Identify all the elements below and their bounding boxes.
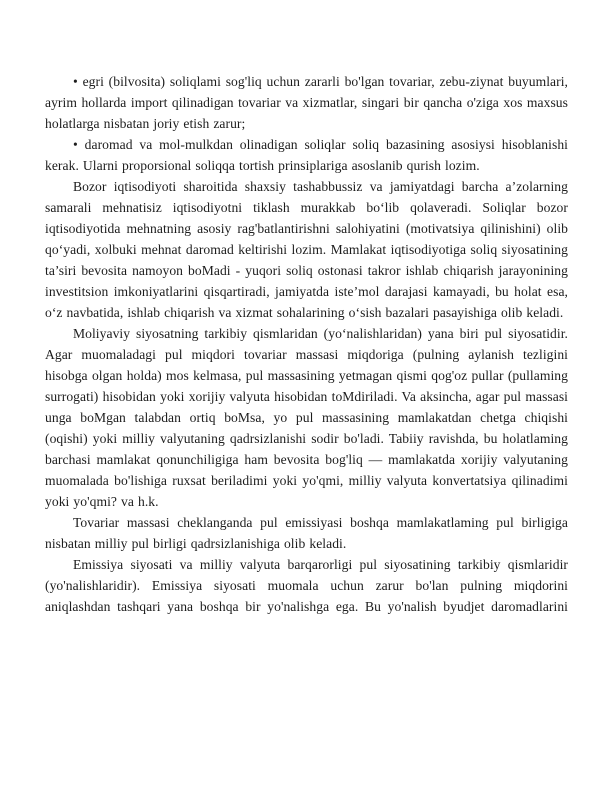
paragraph: Bozor iqtisodiyoti sharoitida shaxsiy tashabbussiz va jamiyatdagi barcha a’zolarning samarali mehnatisiz iqtisodiyotni tiklash murakkab bo‘lib qolaveradi. Soliqlar bozor iqtisodiyotida mehnatning asosiy rag'batlantirishni salohiyatini (motivatsiya qilinishini) olib qo‘yadi, xolbuki mehnat daromad keltirishi lozim. Mamlakat iqtisodiyotiga soliq siyosatining ta’siri bevosita namoyon boMadi - yuqori soliq ostonasi takror ishlab chiqarish jarayonining investitsion imkoniyatlarini qisqartiradi, jamiyatda iste’mol darajasi kamayadi, bu holat esa, o‘z navbatida, ishlab chiqarish va xizmat sohalarining o‘sish bazalari pasayishiga olib keladi. [45, 179, 568, 320]
paragraph: Moliyaviy siyosatning tarkibiy qismlaridan (yo‘nalishlaridan) yana biri pul siyosatidir. Agar muomaladagi pul miqdori tovariar massasi miqdoriga (pulning aylanish tezligini hisobga olgan holda) mos kelmasa, pul massasining yetmagan qismi qog'oz pullar (pullaming surrogati) hisobidan yoki xorijiy valyuta hisobidan toMdiriladi. Va aksincha, agar pul massasi unga boMgan talabdan ortiq boMsa, yo pul massasining mamlakatdan chetga chiqishi (oqishi) yoki milliy valyutaning qadrsizlanishi sodir bo'ladi. Tabiiy ravishda, bu holatlaming barchasi mamlakat qonunchiligiga ham bevosita bog'liq — mamlakatda xorijiy valyutaning muomalada bo'lishiga ruxsat beriladimi yoki yo'qmi, milliy valyuta konvertatsiya qilinadimi yoki yo'qmi? va h.k. [45, 326, 568, 509]
bullet-paragraph: • daromad va mol-mulkdan olinadigan soliqlar soliq bazasining asosiysi hisoblanishi kerak. Ularni proporsional soliqqa tortish prinsiplariga asoslanib qurish lozim. [45, 137, 568, 173]
bullet-paragraph: • egri (bilvosita) soliqlami sog'liq uchun zararli bo'lgan tovariar, zebu-ziynat buyumlari, ayrim hollarda import qilinadigan tovariar va xizmatlar, singari bir qancha o'ziga xos maxsus holatlarga nisbatan joriy etish zarur; [45, 74, 568, 131]
paragraph: Emissiya siyosati va milliy valyuta barqarorligi pul siyosatining tarkibiy qismlaridir (yo'nalishlaridir). Emissiya siyosati muomala uchun zarur bo'lan pulning miqdorini aniqlashdan tashqari yana boshqa bir yo'nalishga ega. Bu yo'nalish byudjet daromadlarini [45, 557, 568, 614]
text-block [45, 71, 568, 617]
paragraph: Tovariar massasi cheklanganda pul emissiyasi boshqa mamlakatlaming pul birligiga nisbatan milliy pul birligi qadrsizlanishiga olib keladi. [45, 515, 568, 551]
